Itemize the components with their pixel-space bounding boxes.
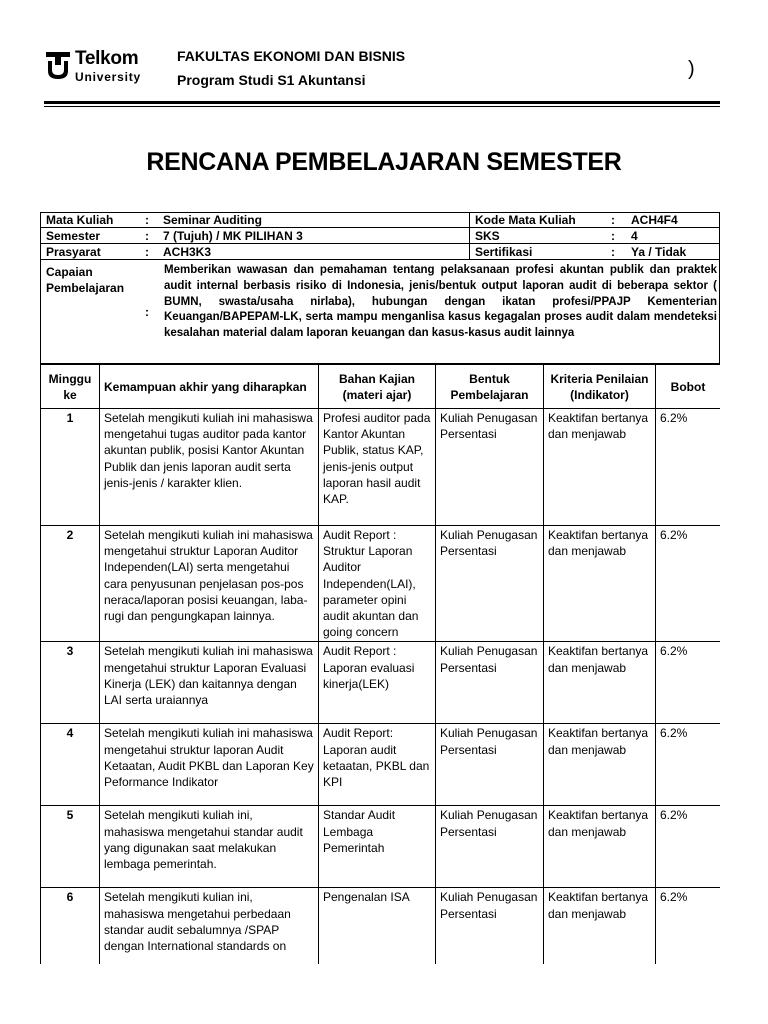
info-sep: : <box>145 213 149 227</box>
cell-bahan: Standar Audit Lembaga Pemerintah <box>319 806 436 888</box>
cell-bentuk: Kuliah Penugasan Persentasi <box>436 409 544 526</box>
info-sep: : <box>611 213 615 227</box>
cell-bentuk: Kuliah Penugasan Persentasi <box>436 642 544 724</box>
cell-bentuk: Kuliah Penugasan Persentasi <box>436 888 544 964</box>
prasyarat-value: ACH3K3 <box>163 245 212 259</box>
learning-plan-table <box>40 364 720 964</box>
cell-bobot: 6.2% <box>656 888 721 964</box>
cell-kemampuan: Setelah mengikuti kuliah ini mahasiswa mengetahui struktur laporan Audit Ketaatan, Audit PKBL dan Laporan Key Peformance Indikator <box>100 724 319 806</box>
document-title: RENCANA PEMBELAJARAN SEMESTER <box>146 148 622 176</box>
cell-bentuk: Kuliah Penugasan Persentasi <box>436 526 544 642</box>
table-row <box>41 888 721 964</box>
cell-bahan: Pengenalan ISA <box>319 888 436 964</box>
table-row <box>41 409 721 526</box>
info-sep: : <box>611 245 615 259</box>
cell-bobot: 6.2% <box>656 642 721 724</box>
cell-kemampuan: Setelah mengikuti kulian ini, mahasiswa mengetahui perbedaan standar audit sebalumnya /SPAP dengan International standards on <box>100 888 319 964</box>
cell-kriteria: Keaktifan bertanya dan menjawab <box>544 888 656 964</box>
info-row-semester <box>41 229 719 244</box>
table-row <box>41 806 721 888</box>
info-row-mata-kuliah <box>41 213 719 228</box>
table-row <box>41 642 721 724</box>
cell-minggu: 4 <box>41 724 100 806</box>
sertifikasi-value: Ya / Tidak <box>631 245 687 259</box>
cell-minggu: 2 <box>41 526 100 642</box>
header-bentuk: Bentuk Pembelajaran <box>436 365 544 409</box>
kode-label: Kode Mata Kuliah <box>475 213 576 227</box>
header-bahan: Bahan Kajian (materi ajar) <box>319 365 436 409</box>
cell-kriteria: Keaktifan bertanya dan menjawab <box>544 526 656 642</box>
telkom-logo-icon <box>46 52 70 80</box>
capaian-label: Capaian <box>46 265 93 279</box>
header-rule-thick <box>44 101 720 104</box>
capaian-label-2: Pembelajaran <box>46 281 125 295</box>
info-sep: : <box>145 305 149 319</box>
table-header-row <box>41 365 721 409</box>
semester-value: 7 (Tujuh) / MK PILIHAN 3 <box>163 229 303 243</box>
cell-bobot: 6.2% <box>656 806 721 888</box>
mata-kuliah-value: Seminar Auditing <box>163 213 262 227</box>
cell-kriteria: Keaktifan bertanya dan menjawab <box>544 806 656 888</box>
cell-kemampuan: Setelah mengikuti kuliah ini mahasiswa mengetahui tugas auditor pada kantor akuntan publik, posisi Kantor Akuntan Publik dan jenis laporan audit serta jenis-jenis / karakter klien. <box>100 409 319 526</box>
info-sep: : <box>145 229 149 243</box>
cell-bahan: Audit Report : Laporan evaluasi kinerja(LEK) <box>319 642 436 724</box>
cell-kemampuan: Setelah mengikuti kuliah ini mahasiswa mengetahui struktur Laporan Auditor Independen(LAI) serta mengetahui cara penyusunan penjelasan pos-pos neraca/laporan posisi keuangan, laba-rugi dan pengungkapan lainnya. <box>100 526 319 642</box>
cell-kriteria: Keaktifan bertanya dan menjawab <box>544 409 656 526</box>
sertifikasi-label: Sertifikasi <box>475 245 533 259</box>
info-sep: : <box>145 245 149 259</box>
kode-value: ACH4F4 <box>631 213 678 227</box>
page-mark: ) <box>688 58 695 80</box>
program-name: Program Studi S1 Akuntansi <box>177 72 366 88</box>
cell-kriteria: Keaktifan bertanya dan menjawab <box>544 642 656 724</box>
header-rule-thin <box>44 106 720 107</box>
faculty-name: FAKULTAS EKONOMI DAN BISNIS <box>177 48 406 64</box>
header-kriteria: Kriteria Penilaian (Indikator) <box>544 365 656 409</box>
cell-minggu: 3 <box>41 642 100 724</box>
cell-kemampuan: Setelah mengikuti kuliah ini, mahasiswa mengetahui standar audit yang digunakan saat melakukan lembaga pemerintah. <box>100 806 319 888</box>
cell-bahan: Audit Report: Laporan audit ketaatan, PKBL dan KPI <box>319 724 436 806</box>
cell-bahan: Audit Report : Struktur Laporan Auditor Independen(LAI), parameter opini audit akuntan dan going concern <box>319 526 436 642</box>
info-sep: : <box>611 229 615 243</box>
cell-minggu: 1 <box>41 409 100 526</box>
header-bobot: Bobot <box>656 365 721 409</box>
cell-minggu: 5 <box>41 806 100 888</box>
prasyarat-label: Prasyarat <box>46 245 101 259</box>
cell-kriteria: Keaktifan bertanya dan menjawab <box>544 724 656 806</box>
cell-bahan: Profesi auditor pada Kantor Akuntan Publik, status KAP, jenis-jenis output laporan hasil audit KAP. <box>319 409 436 526</box>
semester-label: Semester <box>46 229 101 243</box>
cell-bentuk: Kuliah Penugasan Persentasi <box>436 724 544 806</box>
cell-bobot: 6.2% <box>656 526 721 642</box>
document-header <box>44 42 724 100</box>
logo-name: Telkom <box>75 48 139 69</box>
cell-bentuk: Kuliah Penugasan Persentasi <box>436 806 544 888</box>
sks-label: SKS <box>475 229 500 243</box>
cell-minggu: 6 <box>41 888 100 964</box>
header-kemampuan: Kemampuan akhir yang diharapkan <box>100 365 319 409</box>
header-minggu: Minggu ke <box>41 365 100 409</box>
sks-value: 4 <box>631 229 638 243</box>
cell-bobot: 6.2% <box>656 724 721 806</box>
info-row-prasyarat <box>41 245 719 260</box>
cell-bobot: 6.2% <box>656 409 721 526</box>
logo-subtitle: University <box>75 70 142 84</box>
course-info-table <box>40 212 720 364</box>
table-row <box>41 526 721 642</box>
mata-kuliah-label: Mata Kuliah <box>46 213 114 227</box>
table-row <box>41 724 721 806</box>
capaian-pembelajaran-text: Memberikan wawasan dan pemahaman tentang pelaksanaan profesi akuntan publik dan praktek audit internal berbasis risiko di Indonesia, jenis/bentuk output laporan audit di beberapa sektor ( BUMN, swasta/usaha nirlaba), hubungan dengan ikatan profesi/PPAJP Kementerian Keuangan/BAPEPAM-LK, serta mampu menganlisa kasus kegagalan proses audit dalam mendeteksi kesalahan material dalam laporan keuangan dan kasus-kasus audit lainnya <box>164 264 717 340</box>
telkom-university-logo <box>44 46 164 86</box>
cell-kemampuan: Setelah mengikuti kuliah ini mahasiswa mengetahui struktur Laporan Evaluasi Kinerja (LEK) dan kaitannya dengan LAI serta uraiannya <box>100 642 319 724</box>
learning-plan-table-wrap <box>40 364 720 964</box>
